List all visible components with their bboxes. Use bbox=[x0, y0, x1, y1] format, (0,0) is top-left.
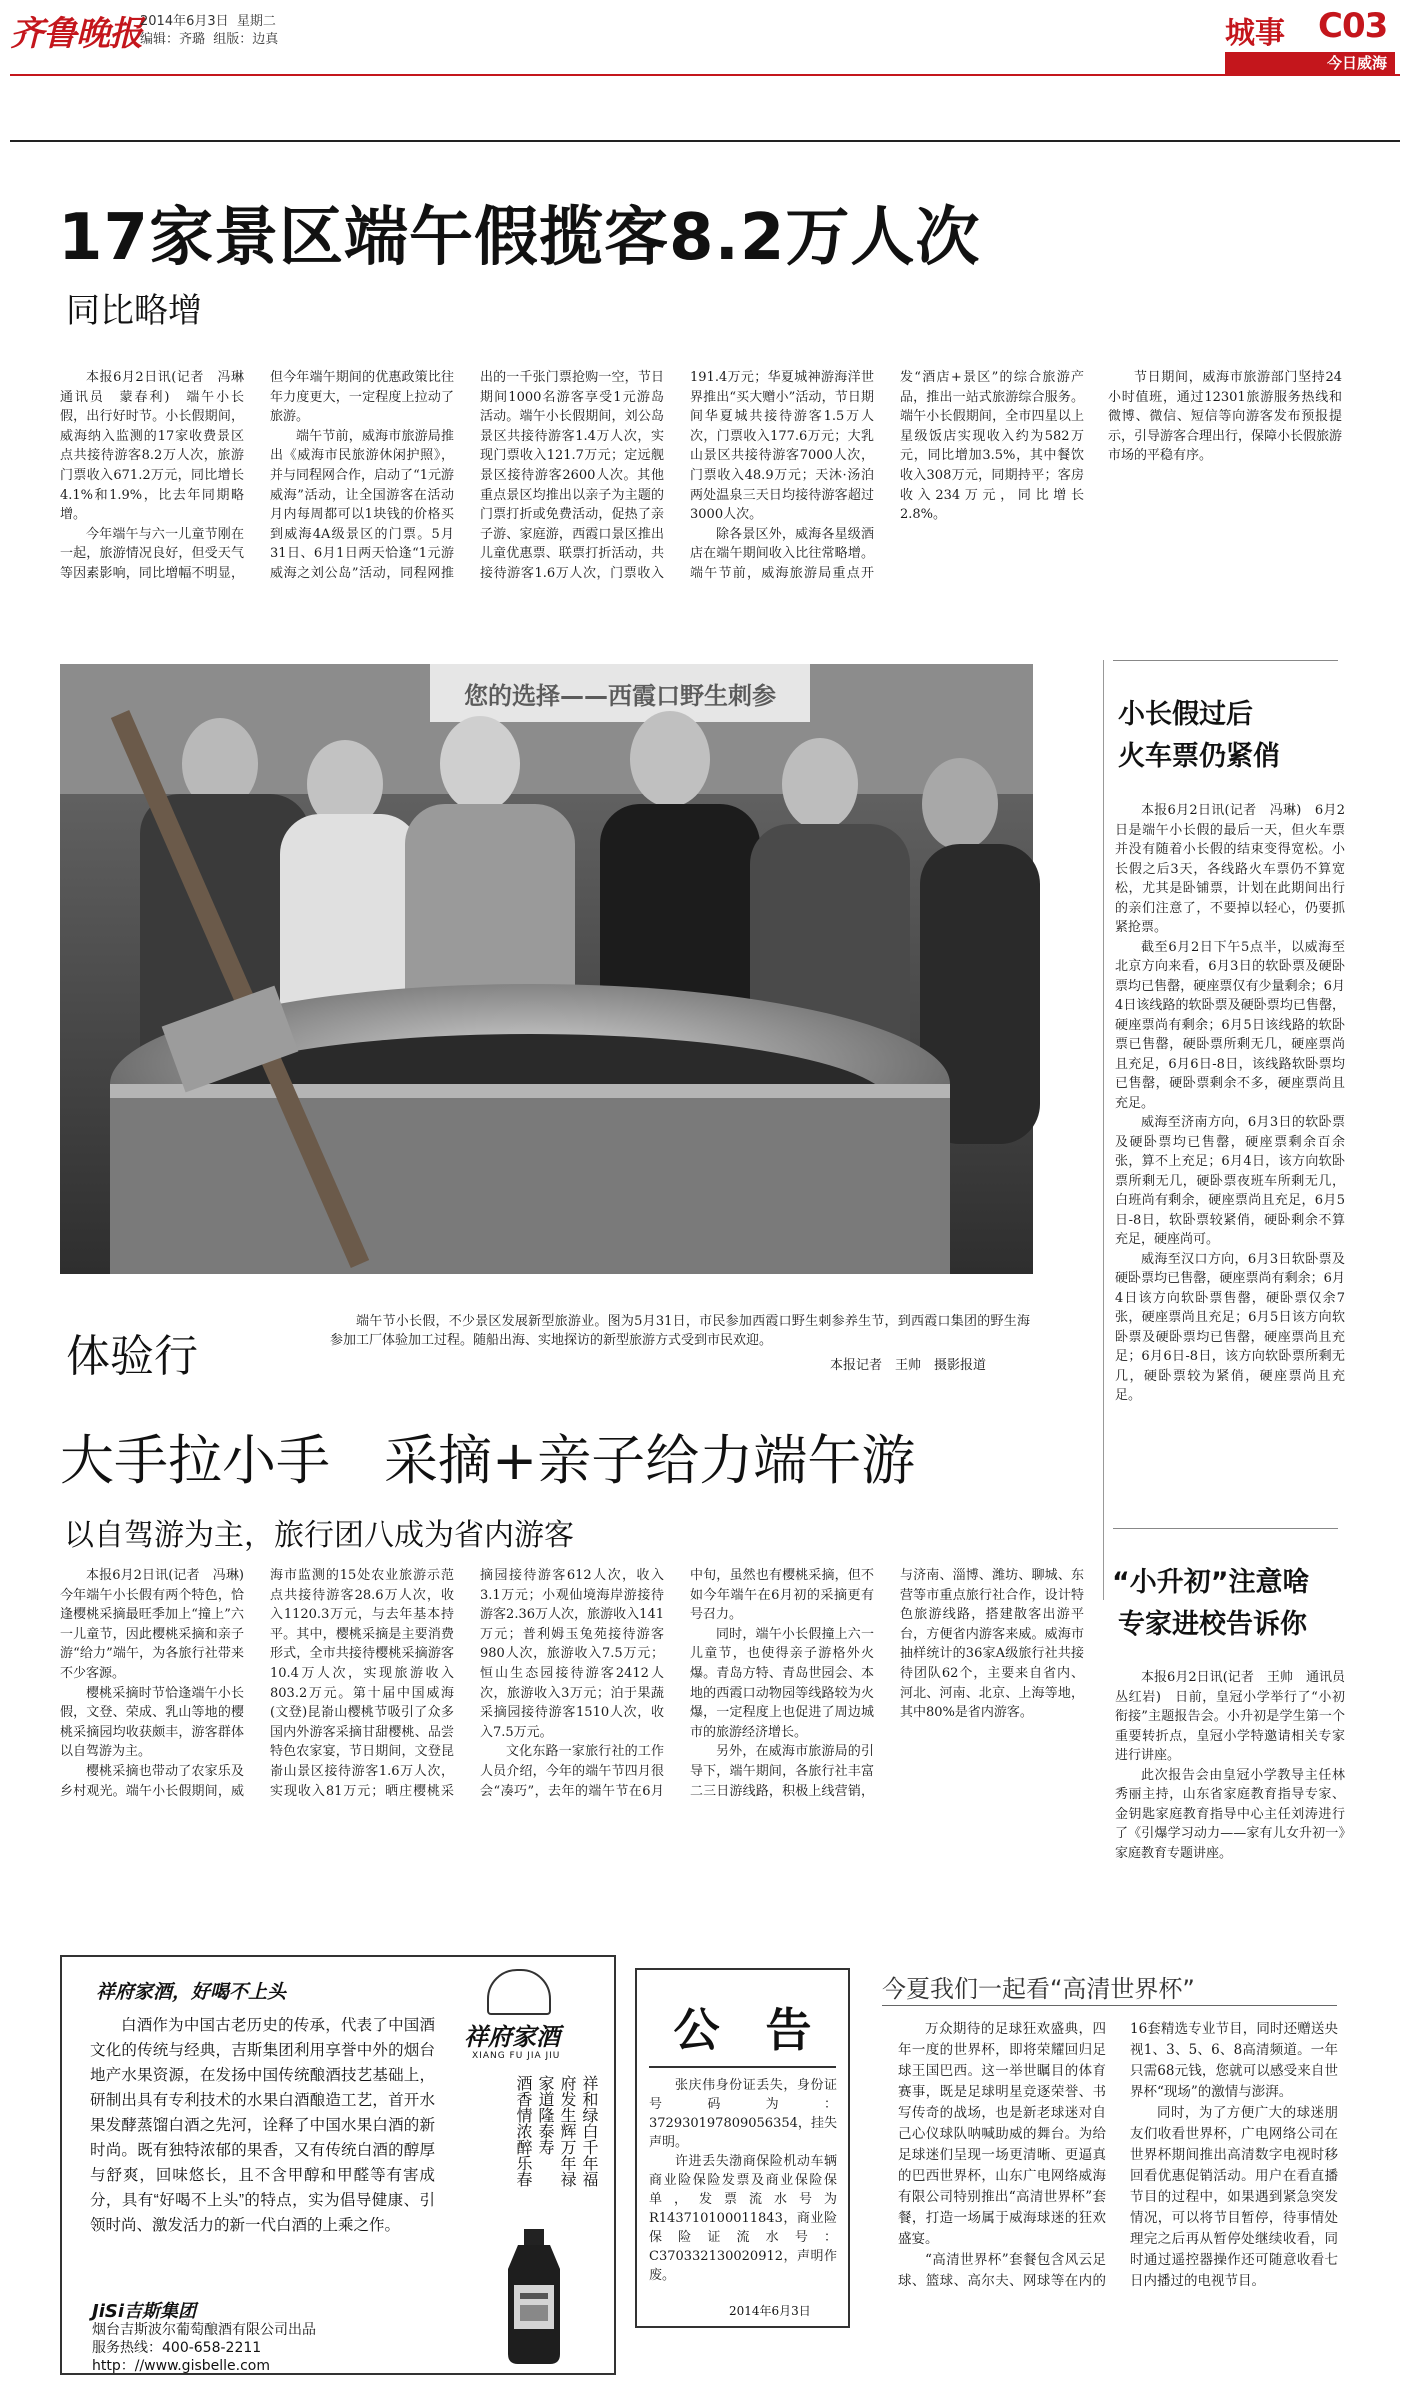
sidebar2-title-line1: “小升初”注意啥 bbox=[1112, 1567, 1310, 1598]
notice-rule bbox=[649, 2066, 836, 2068]
ad-body: 白酒作为中国古老历史的传承，代表了中国酒文化的传统与经典，吉斯集团利用享誉中外的烟台地产水果资源，在发扬中国传统酿酒技艺基础上，研制出具有专利技术的水果白酒酿造工艺，首开水果发酵蒸馏白酒之先河，诠释了中国水果白酒的新时尚。既有独特浓郁的果香，又有传统白酒的醇厚与舒爽，回味悠长，且不含甲醇和甲醛等有害成分，具有“好喝不上头”的特点，实为倡导健康、引领时尚、激发活力的新一代白酒的上乘之作。 bbox=[90, 2017, 435, 2234]
weekday-text: 星期二 bbox=[236, 14, 276, 29]
sidebar2-body bbox=[1115, 1668, 1359, 1908]
ad-verse-line: 祥和绿白千年福 bbox=[580, 2075, 599, 2187]
caption-text: 端午节小长假，不少景区发展新型旅游业。图为5月31日，市民参加西霞口野生刺参养生节，到西霞口集团的野生海参加工厂体验加工过程。随船出海、实地探访的新型旅游方式受到市民欢迎。 bbox=[330, 1314, 1030, 1348]
worldcup-promo bbox=[872, 1955, 1342, 2375]
photo-section-label: 体验行 bbox=[66, 1331, 198, 1382]
sidebar1-paragraph: 本报6月2日讯(记者 冯琳) 6月2日是端午小长假的最后一天，但火车票并没有随着小长假的结束变得宽松。小长假之后3天，各线路火车票仍不算宽松，尤其是卧铺票，计划在此期间出行的亲们注意了，不要掉以轻心，仍要抓紧抢票。 bbox=[1115, 803, 1345, 935]
date-text: 2014年6月3日 bbox=[140, 14, 229, 29]
promo-paragraph: 万众期待的足球狂欢盛典，四年一度的世界杯，即将荣耀回归足球王国巴西。这一举世瞩目的体育赛事，既是足球明星竞逐荣誉、书写传奇的战场，也是新老球迷对自己心仪球队呐喊助威的舞台。为给足球迷们呈现一场更清晰、更逼真的巴西世界杯，山东广电网络威海有限公司特别推出“高清世界杯”套餐，打造一场属于威海球迷的狂欢盛宴。 bbox=[898, 2021, 1106, 2247]
story2-paragraph: 另外，在威海市旅游局的引导下，端午期间，各旅行社丰富二三日游线路，积极上线营销，与济南、淄博、潍坊、聊城、东营等市重点旅行社合作，设计特色旅游线路，搭建散客出游平台，方便省内游客来威。威海市抽样统计的36家A级旅行社共接待团队62个，主要来自省内、河北、河南、北京、上海等地，其中80%是省内游客。 bbox=[690, 1568, 1084, 1799]
ad-verse-line: 府发生辉万年禄 bbox=[558, 2075, 577, 2187]
ad-logo-icon bbox=[487, 1969, 551, 2015]
sidebar2-paragraph: 本报6月2日讯(记者 王帅 通讯员 丛红岩) 日前，皇冠小学举行了“小初衔接”主题报告会。小升初是学生第一个重要转折点，皇冠小学特邀请相关专家进行讲座。 bbox=[1115, 1670, 1359, 1763]
story2-paragraph: 樱桃采摘时节恰逢端午小长假，文登、荣成、乳山等地的樱桃采摘园均收获颇丰，游客群体以自驾游为主。 bbox=[60, 1685, 244, 1760]
sidebar1-paragraph: 威海至汉口方向，6月3日软卧票及硬卧票均已售罄，硬座票尚有剩余；6月4日该方向软卧票售罄，硬卧票仅余7张，硬座票尚且充足；6月5日该方向软卧票及硬卧票均已售罄，硬座票尚且充足；6月6日-8日，该方向软卧票所剩无几，硬卧票较为紧俏，硬座票尚且充足。 bbox=[1115, 1251, 1345, 1403]
section-name: 城事 bbox=[1225, 16, 1285, 51]
ad-slogan: 祥府家酒，好喝不上头 bbox=[96, 1981, 287, 2003]
notice-body bbox=[649, 2076, 837, 2296]
header-rule bbox=[10, 74, 1400, 76]
sidebar1-title-line1: 小长假过后 bbox=[1118, 699, 1253, 730]
sidebar2-paragraph: 此次报告会由皇冠小学教导主任林秀丽主持，山东省家庭教育指导专家、金钥匙家庭教育指导中心主任刘涛进行了《引爆学习动力——家有儿女升初一》家庭教育专题讲座。 bbox=[1115, 1767, 1345, 1861]
promo-rule bbox=[882, 2005, 1337, 2006]
sidebar2-title-line2: 专家进校告诉你 bbox=[1118, 1609, 1307, 1640]
sidebar1-title-line2: 火车票仍紧俏 bbox=[1118, 741, 1280, 772]
notice-paragraph: 许进丢失渤商保险机动车辆商业险保险发票及商业保险保单，发票流水号为R143710100011843，商业险保险证流水号：C37033213002091​2，声明作废。 bbox=[649, 2154, 837, 2283]
notice-paragraph: 张庆伟身份证丢失，身份证号码为：372930197809056354，挂失声明。 bbox=[649, 2078, 837, 2150]
promo-body bbox=[898, 2019, 1338, 2369]
ad-brand-pinyin: XIANG FU JIA JIU bbox=[472, 2051, 561, 2061]
sidebar1-paragraph: 截至6月2日下午5点半，以威海至北京方向来看，6月3日的软卧票及硬卧票均已售罄，硬座票仅有少量剩余；6月4日该线路的软卧票及硬卧票均已售罄，硬座票尚有剩余；6月5日该线路的软卧票已售罄，硬卧票所剩无几，硬座票尚且充足，6月6日-8日，该线路软卧票均已售罄，硬卧票剩余不多，硬座票尚且充足。 bbox=[1115, 939, 1345, 1111]
lead-paragraph: 本报6月2日讯(记者 冯琳 通讯员 蒙春利) 端午小长假，出行好时节。小长假期间，威海纳入监测的17家收费景区点共接待游客8.2万人次，旅游门票收入671.2万元，同比增长4.1%和1.9%，比去年同期略增。 bbox=[60, 370, 258, 523]
ad-group-logo: JiSi吉斯集团 bbox=[92, 2301, 197, 2322]
lead-body bbox=[60, 368, 1084, 618]
bottle-image bbox=[494, 2229, 574, 2364]
story2-paragraph: 同时，端午小长假撞上六一儿童节，也使得亲子游格外火爆。青岛方特、青岛世园会、本地的西霞口动物园等线路较为火爆，一定程度上也促进了周边城市的旅游经济增长。 bbox=[690, 1626, 874, 1740]
layout-text: 组版：边真 bbox=[213, 32, 279, 47]
sidebar-divider bbox=[1103, 660, 1104, 1600]
subsection-text: 今日威海 bbox=[1326, 54, 1387, 72]
story2-body bbox=[60, 1566, 1084, 1894]
promo-paragraph: “高清世界杯”套餐包含风云足球、篮球、高尔夫、网球等在内的16套精选专业节目，同时还赠送央视1、3、5、6、8高清频道。一年只需68元钱，您就可以感受来自世界杯“现场”的激情与澎湃。 bbox=[898, 2021, 1338, 2289]
lead-subhead: 同比略增 bbox=[66, 291, 202, 331]
public-notice bbox=[635, 1968, 850, 2328]
ad-company: 烟台吉斯波尔葡萄酿酒有限公司出品 bbox=[92, 2322, 316, 2338]
ad-brand: 祥府家酒 bbox=[464, 2022, 560, 2051]
lead-headline: 17家景区端午假揽客8.2万人次 bbox=[58, 201, 981, 275]
story2-paragraph: 本报6月2日讯(记者 冯琳) 今年端午小长假有两个特色，恰逢樱桃采摘最旺季加上“撞上”六一儿童节，因此樱桃采摘和亲子游“给力”端午，为各旅行社带来不少客源。 bbox=[60, 1568, 258, 1681]
liquor-ad bbox=[60, 1955, 616, 2375]
story2-paragraph: 文化东路一家旅行社的工作人员介绍，今年的端午节四月很会“凑巧”，去年的端午节在6月中旬，虽然也有樱桃采摘，但不如今年端午在6月初的采摘更有号召力。 bbox=[480, 1568, 874, 1799]
ad-verse bbox=[450, 2075, 600, 2215]
photo-credit: 本报记者 王帅 摄影报道 bbox=[830, 1358, 987, 1373]
page-number: C03 bbox=[1318, 6, 1388, 46]
ad-website: http：//www.gisbelle.com bbox=[92, 2358, 271, 2374]
promo-paragraph: 同时，为了方便广大的球迷朋友们收看世界杯，广电网络公司在世界杯期间推出高清数字电视时移回看优惠促销活动。用户在看直播节目的过程中，如果遇到紧急突发情况，可以将节目暂停，待事情处理完之后再从暂停处继续收看，同时通过遥控器操作还可随意收看七日内播过的电视节目。 bbox=[1130, 2105, 1338, 2289]
ad-verse-line: 家道隆泰寿 bbox=[536, 2075, 555, 2155]
top-border bbox=[10, 140, 1400, 142]
ad-verse-line: 酒香情浓醉乐春 bbox=[514, 2075, 533, 2187]
subsection-bar bbox=[1225, 52, 1395, 74]
photo-image bbox=[60, 664, 1033, 1274]
lead-paragraph: 节日期间，威海市旅游部门坚持24小时值班，通过12301旅游服务热线和微博、微信、短信等向游客发布预报提示，引导游客合理出行，保障小长假旅游市场的平稳有序。 bbox=[1108, 370, 1343, 464]
promo-title: 今夏我们一起看“高清世界杯” bbox=[882, 1975, 1195, 2003]
sidebar1-top-rule bbox=[1113, 660, 1338, 661]
masthead-logo: 齐鲁晚报 bbox=[10, 14, 142, 54]
sidebar1-body bbox=[1115, 801, 1345, 1521]
editor-credit bbox=[140, 28, 278, 47]
story2-paragraph: 樱桃采摘也带动了农家乐及乡村观光。端午小长假期间，威海市监测的15处农业旅游示范点共接待游客28.6万人次，收入1120.3万元，与去年基本持平。其中，樱桃采摘是主要消费形式，全市共接待樱桃采摘游客10.4万人次，实现旅游收入803.2万元。第十届中国威海(文登)昆嵛山樱桃节吸引了众多国内外游客采摘甘甜樱桃、品尝特色农家宴，节日期间，文登昆嵛山景区接待游客1.6万人次，实现收入81万元；晒庄樱桃采摘园接待游客612人次，收入3.1万元；小观仙境海岸游接待游客2.36万人次，旅游收入141万元；普利姆玉兔苑接待游客980人次，旅游收入7.5万元；恒山生态园接待游客2412人次，旅游收入3万元；泊于果蔬采摘园接待游客1510人次，收入7.5万元。 bbox=[60, 1568, 664, 1799]
lead-paragraph: 除各景区外，威海各星级酒店在端午期间收入比往常略增。端午节前，威海旅游局重点开发“酒店+景区”的综合旅游产品，推出一站式旅游综合服务。端午小长假期间，全市四星以上星级饭店实现收入约为582万元，同比增加3.5%，其中餐饮收入308万元，同期持平；客房收入234万元，同比增长2.8%。 bbox=[690, 370, 1084, 581]
notice-title: 公 告 bbox=[673, 2003, 812, 2057]
story2-subhead: 以自驾游为主，旅行团八成为省内游客 bbox=[64, 1518, 574, 1553]
issue-date bbox=[140, 10, 276, 29]
lead-paragraph: 今年端午与六一儿童节刚在一起，旅游情况良好，但受天气等因素影响，同比增幅不明显，但今年端午期间的优惠政策比往年力度更大，一定程度上拉动了旅游。 bbox=[60, 370, 454, 581]
editor-text: 编辑：齐璐 bbox=[140, 32, 206, 47]
sidebar1-paragraph: 威海至济南方向，6月3日的软卧票及硬卧票均已售罄，硬座票剩余百余张，算不上充足；6月4日，该方向软卧票所剩无几，硬卧票夜班车所剩无几，白班尚有剩余，硬座票尚且充足，6月5日-8日，软卧票较紧俏，硬卧剩余不算充足，硬座尚可。 bbox=[1115, 1115, 1345, 1247]
lead-paragraph: 端午节前，威海市旅游局推出《威海市民旅游休闲护照》，并与同程网合作，启动了“1元游威海”活动，让全国游客在活动月内每周都可以1块钱的价格买到威海4A级景区的门票。5月31日、6月1日两天恰逢“1元游威海之刘公岛”活动，同程网推出的一千张门票抢购一空，节日期间1000名游客享受1元游岛活动。端午小长假期间，刘公岛景区共接待游客1.4万人次，实现门票收入121.7万元；定远舰景区接待游客2600人次。其他重点景区均推出以亲子为主题的门票打折或免费活动，促热了亲子游、家庭游，西霞口景区推出儿童优惠票、联票打折活动，共接待游客1.6万人次，门票收入191.4万元；华夏城神游海洋世界推出“买大赠小”活动，节日期间华夏城共接待游客1.5万人次，门票收入177.6万元；大乳山景区共接待游客7000人次，门票收入48.9万元；天沐·汤泊两处温泉三天日均接待游客超过3000人次。 bbox=[270, 370, 874, 581]
story2-headline: 大手拉小手 采摘+亲子给力端午游 bbox=[60, 1429, 916, 1492]
ad-hotline: 服务热线：400-658-2211 bbox=[92, 2340, 262, 2356]
lead-body-tail bbox=[1108, 368, 1342, 618]
news-photo bbox=[60, 664, 1033, 1274]
notice-date: 2014年6月3日 bbox=[729, 2304, 811, 2318]
photo-banner: 您的选择——西霞口野生刺参 bbox=[464, 682, 776, 710]
sidebar2-top-rule bbox=[1113, 1528, 1338, 1529]
